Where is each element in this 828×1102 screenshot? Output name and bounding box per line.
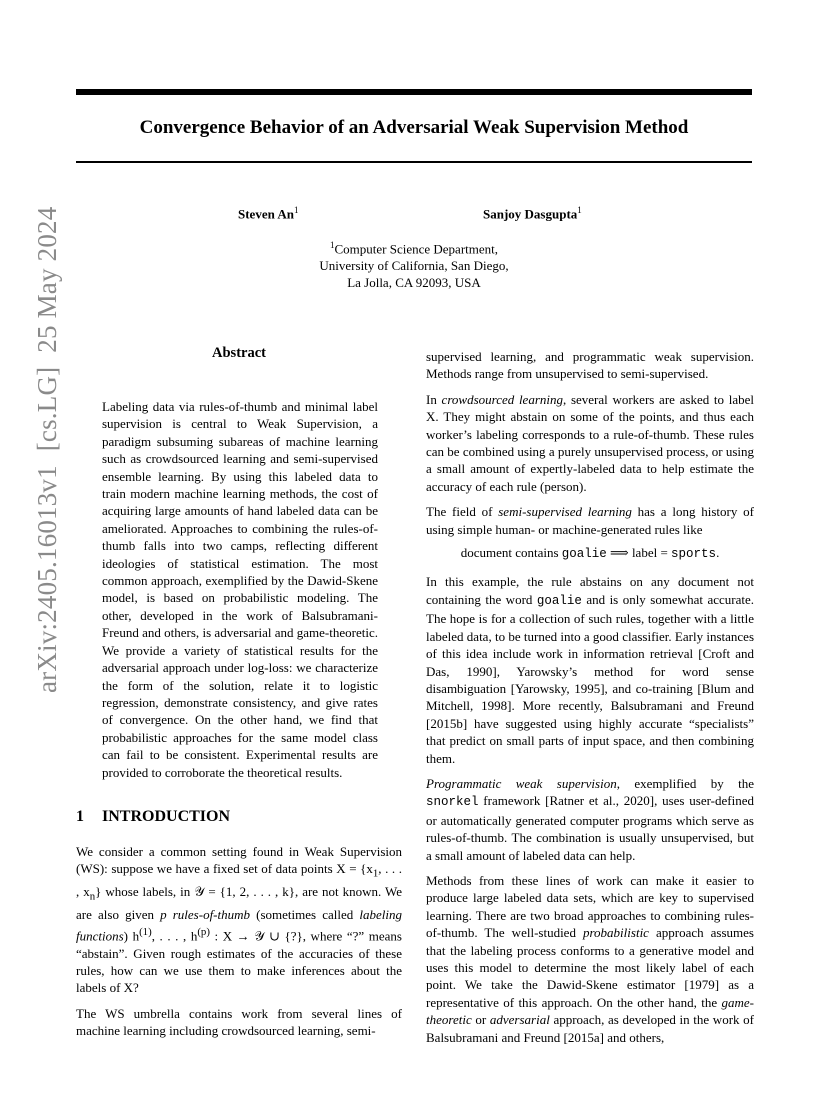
code-token: goalie [561, 547, 607, 562]
affil-mark: 1 [329, 240, 335, 250]
superscript: (p) [197, 925, 210, 938]
text-run: : X → 𝒴 ∪ {?}, where “?” means “abstain”. Given rough estimates of the accuracies of these rules, how can we use them to make inferences about the labels of X? [76, 928, 402, 996]
text-run: (sometimes called [250, 907, 360, 923]
implies-symbol: ⟹ [606, 545, 632, 561]
author-affil-mark: 1 [577, 205, 582, 215]
intro-right-column [426, 348, 754, 1054]
author-1 [238, 205, 298, 222]
section-number: 1 [76, 808, 84, 825]
emphasis: adversarial [489, 1012, 550, 1028]
top-rule [76, 89, 752, 95]
arxiv-stamp: arXiv:2405.16013v1 [cs.LG] 25 May 2024 [32, 206, 62, 693]
author-2 [483, 205, 582, 222]
text-run: We consider a common setting found in Weak Supervision (WS): suppose we have a fixed set of data points X = {x [76, 844, 402, 877]
text-run: , exemplified by the [616, 775, 755, 791]
text-run: label = [631, 545, 672, 561]
example-rule [426, 544, 754, 563]
emphasis: labeling functions [76, 907, 402, 944]
affil-line-3: La Jolla, CA 92093, USA [347, 275, 481, 291]
text-run: document contains [460, 545, 562, 561]
superscript: (1) [139, 925, 152, 938]
text-run: approach, as developed in the work of Balsubramani and Freund [2015a] and others, [426, 1012, 754, 1045]
right-paragraph-crowdsourced [426, 391, 754, 495]
text-run: approach assumes that the labeling process conforms to a generative model and uses this model to determine the most likely label of each point. We take the Dawid-Skene estimator [1979] as a representative of this approach. On the other hand, the [426, 925, 754, 1010]
code-token: sports [671, 547, 717, 562]
text-run: framework [Ratner et al., 2020], uses user-defined or automatically generated computer programs which serve as rules-of-thumb. The combination is usually unsupervised, but a small amount of labeled data can help. [426, 793, 754, 863]
affil-line-1: Computer Science Department, [334, 241, 499, 257]
right-paragraph-methods [426, 872, 754, 1046]
author-name: Sanjoy Dasgupta [483, 206, 578, 222]
text-run: , . . . , x [76, 861, 402, 900]
right-paragraph-0: supervised learning, and programmatic weak supervision. Methods range from unsupervised to semi-supervised. [426, 349, 754, 382]
section-title: INTRODUCTION [102, 808, 231, 825]
paper-title: Convergence Behavior of an Adversarial Weak Supervision Method [139, 117, 689, 138]
intro-paragraph-1 [76, 843, 402, 997]
author-affil-mark: 1 [293, 205, 299, 215]
text-run: } whose labels, in 𝒴 = {1, 2, . . . , k}, are not known. We are also given [76, 884, 403, 923]
section-heading-introduction [76, 808, 230, 826]
author-name: Steven An [238, 206, 294, 222]
emphasis: Programmatic weak supervision [426, 775, 617, 791]
text-run: , . . . , h [151, 928, 198, 944]
math-var: p [160, 907, 167, 923]
title-rule [76, 161, 752, 163]
abstract-text: Labeling data via rules-of-thumb and minimal label supervision is central to Weak Supervision, a paradigm subsuming subareas of machine learning such as crowdsourced learning and semi-supervised ensemble learning. By using this labeled data to train modern machine learning methods, the cost of acquiring large amounts of hand labeled data can be ameliorated. Approaches to combining the rules-of-thumb falls into two camps, reflecting different ideologies of statistical estimation. The most common approach, exemplified by the Dawid-Skene model, is based on probabilistic modeling. The other, developed in the work of Balsubramani-Freund and others, is adversarial and game-theoretic. We provide a variety of statistical results for the adversarial approach under log-loss: we characterize the form of the solution, relate it to logistic regression, demonstrate consistency, and give rates of convergence. On the other hand, we find that probabilistic approaches for the same model class can fail to be consistent. Experimental results are provided to corroborate the theoretical results. [102, 399, 378, 780]
intro-left-column [76, 843, 402, 1048]
text-run: . [716, 545, 720, 561]
text-run: , several workers are asked to label X. They might abstain on some of the points, and thus each worker’s labeling corresponds to a rule-of-thumb. These rules can be combined using a purely unsupervised process, or using a small amount of expertly-labeled data to help estimate the accuracy of each rule (person). [426, 391, 754, 494]
right-paragraph-example [426, 573, 754, 766]
text-run: Methods from these lines of work can make it easier to produce large labeled data sets, which are key to supervised learning. There are two broad approaches to combining rules-of-thumb. The well-studied [426, 872, 754, 941]
text-run: In [426, 391, 442, 407]
emphasis: game-theoretic [426, 994, 754, 1028]
emphasis: rules-of-thumb [172, 907, 251, 923]
affil-line-2: University of California, San Diego, [319, 258, 509, 274]
text-run: The field of [426, 504, 499, 520]
text-run: or [471, 1012, 490, 1028]
intro-paragraph-2: The WS umbrella contains work from several lines of machine learning including crowdsourced learning, semi- [76, 1005, 402, 1039]
text-run: and is only somewhat accurate. The hope is for a collection of such rules, together with a little labeled data, to be turned into a good classifier. Early instances of this idea include work in information retrieval [Croft and Das, 1990], Yarowsky’s method for word sense disambiguation [Yarowsky, 1995], and co-training [Blum and Mitchell, 1998]. More recently, Balsubramani and Freund [2015b] have suggested using highly accurate “specialists” that predict on small parts of input space, and then combining them. [426, 591, 754, 766]
emphasis: semi-supervised learning [498, 504, 632, 520]
subscript: n [89, 891, 96, 903]
subscript: 1 [372, 868, 379, 880]
right-paragraph-programmatic [426, 775, 754, 864]
text-run: ) h [123, 928, 140, 944]
code-token: goalie [536, 593, 582, 608]
abstract-heading: Abstract [212, 345, 266, 361]
text-run: has a long history of using simple human- or machine-generated rules like [426, 504, 754, 537]
text-run: In this example, the rule abstains on any document not containing the word [426, 574, 754, 607]
right-paragraph-semisupervised [426, 503, 754, 538]
emphasis: probabilistic [582, 925, 649, 941]
code-token: snorkel [426, 795, 479, 810]
emphasis: crowdsourced learning [441, 391, 563, 407]
affiliation [76, 237, 752, 291]
